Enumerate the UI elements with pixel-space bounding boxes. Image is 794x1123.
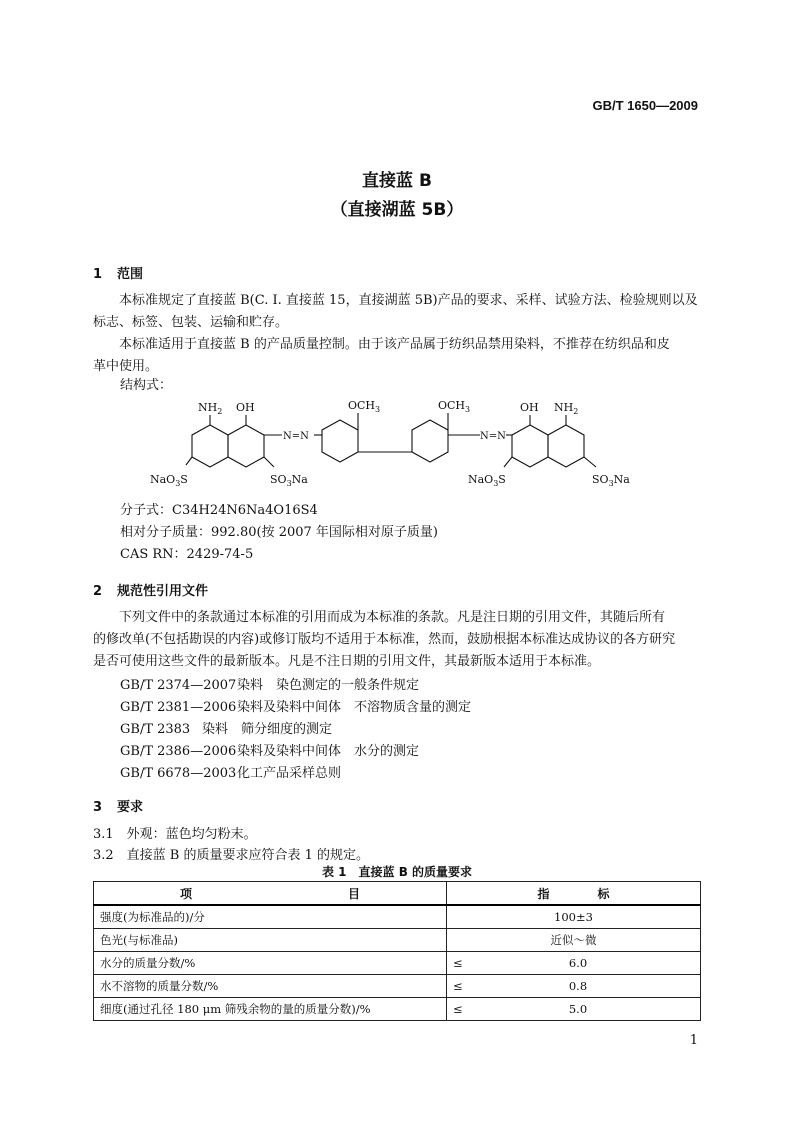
structure-label: 结构式： [120,378,173,393]
text-line: 本标准适用于直接蓝 B 的产品质量控制。由于该产品属于纺织品禁用染料，不推荐在纺织品和皮 [119,337,670,352]
methoxy-label-left: $OCH_3$ [348,399,381,414]
table-cell-item: 水分的质量分数/% [94,952,447,975]
sulfonate-label-left-2: $SO_3Na$ [270,473,308,488]
text-line: 本标准规定了直接蓝 B(C. I. 直接蓝 15，直接湖蓝 5B)产品的要求、采样、试验方法、检验规则以及 [119,293,698,308]
table-cell-value: ≤ 5.0 [447,998,701,1021]
scope-paragraph-1 [93,290,713,334]
molecular-formula: 分子式：C34H24N6Na4O16S4 [120,503,318,518]
text-line: 的修改单(不包括勘误的内容)或修订版均不适用于本标准，然而，鼓励根据本标准达成协议的各方研究 [93,632,676,647]
clause-3-2: 3.2 直接蓝 B 的质量要求应符合表 1 的规定。 [93,848,370,863]
section-number: 2 [93,584,103,599]
text-line: 标志、标签、包装、运输和贮存。 [93,315,289,330]
table-row [94,929,701,952]
reference-item: GB/T 2383 染料 筛分细度的测定 [120,722,333,737]
table-caption: 表 1 直接蓝 B 的质量要求 [321,865,473,879]
ring-naphthalene-left-a [192,425,228,467]
section-number: 1 [93,267,103,282]
table-row [94,952,701,975]
clause-3-1: 3.1 外观：蓝色均匀粉末。 [93,827,257,842]
table-header-item: 项 目 [94,882,447,906]
azo-label-right: N=N [480,431,506,442]
text-line: 下列文件中的条款通过本标准的引用而成为本标准的条款。凡是注日期的引用文件，其随后所有 [119,610,666,625]
table-row [94,998,701,1021]
hydroxy-label-right: OH [520,401,539,414]
ring-naphthalene-left-b [228,425,264,467]
section-title: 范围 [117,267,144,282]
section-title: 规范性引用文件 [117,584,209,599]
amino-label-right: $NH_2$ [554,401,579,416]
table-cell-item: 色光(与标准品) [94,929,447,952]
cas-number: CAS RN：2429-74-5 [120,547,254,562]
standard-number: GB/T 1650—2009 [592,98,698,113]
section-3-heading [93,796,143,815]
ring-naphthalene-right-a [512,425,548,467]
sulfonate-label-left-1: NaO$_3$S [150,473,188,488]
table-cell-item: 强度(为标准品的)/分 [94,905,447,929]
sulfonate-label-right-1: NaO$_3$S [468,473,506,488]
structural-formula [150,395,660,500]
text-line: 革中使用。 [93,359,159,374]
reference-item: GB/T 2386—2006染料及染料中间体 水分的测定 [120,744,420,759]
table-cell-value: 近似～微 [447,929,701,952]
section-1-heading [93,263,143,282]
page-number: 1 [689,1033,698,1048]
table-cell-item: 水不溶物的质量分数/% [94,975,447,998]
azo-label-left: N=N [283,431,309,442]
ring-benzene-1 [322,420,358,462]
references-paragraph [93,607,713,673]
reference-item: GB/T 6678—2003化工产品采样总则 [120,766,342,781]
table-row [94,975,701,998]
table-cell-value: 100±3 [447,905,701,929]
table-header-index: 指 标 [447,882,701,906]
ring-naphthalene-right-b [548,425,584,467]
methoxy-label-right: $OCH_3$ [438,399,471,414]
table-row [94,905,701,929]
table-cell-value: ≤ 0.8 [447,975,701,998]
quality-table [93,881,701,1021]
reference-item: GB/T 2374—2007染料 染色测定的一般条件规定 [120,678,420,693]
section-title: 要求 [117,800,144,815]
scope-paragraph-2 [93,334,713,378]
amino-label-left: $NH_2$ [198,401,223,416]
molecular-weight: 相对分子质量：992.80(按 2007 年国际相对原子质量) [120,525,438,540]
section-number: 3 [93,800,103,815]
ring-benzene-2 [412,420,448,462]
page-title: 直接蓝 B [362,171,432,191]
reference-item: GB/T 2381—2006染料及染料中间体 不溶物质含量的测定 [120,700,472,715]
hydroxy-label-left: OH [236,401,255,414]
sulfonate-label-right-2: $SO_3Na$ [592,473,630,488]
page-subtitle: （直接湖蓝 5B） [330,200,464,220]
text-line: 是否可使用这些文件的最新版本。凡是不注日期的引用文件，其最新版本适用于本标准。 [93,654,601,669]
table-cell-item: 细度(通过孔径 180 μm 筛残余物的量的质量分数)/% [94,998,447,1021]
table-cell-value: ≤ 6.0 [447,952,701,975]
section-2-heading [93,580,208,599]
